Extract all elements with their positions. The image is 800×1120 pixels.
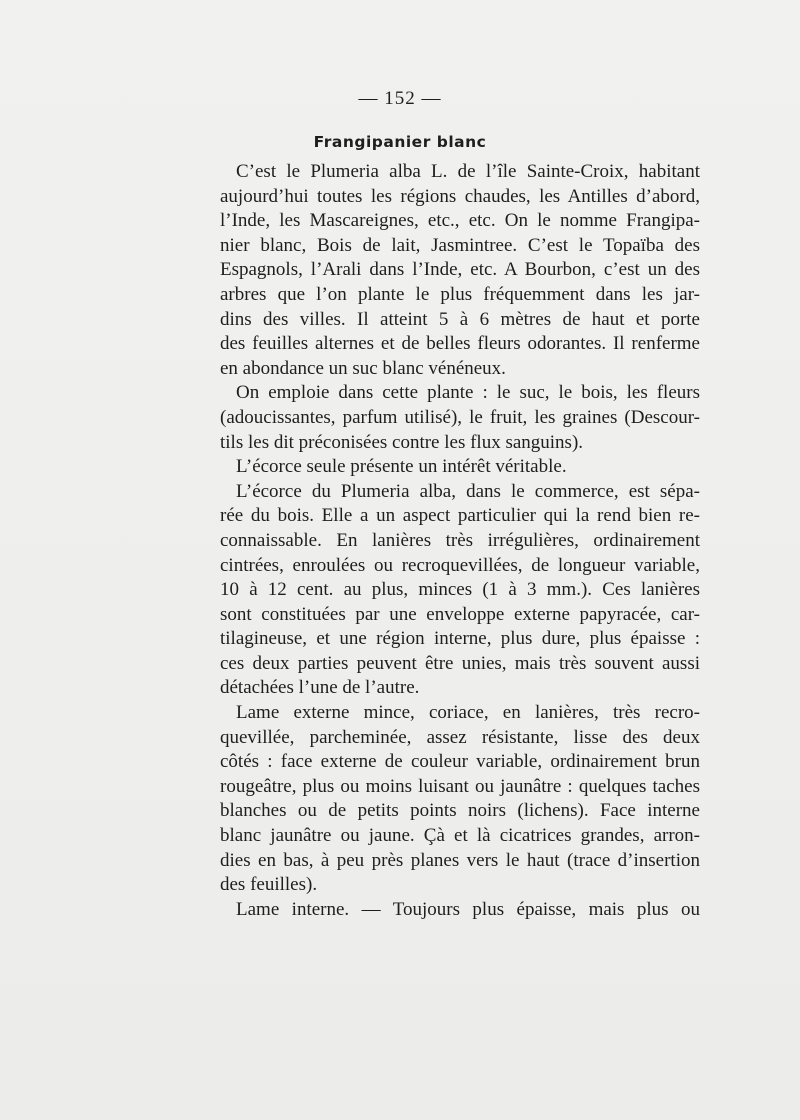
text-line: C’est le Plumeria alba L. de l’île Sainte-Croix, habitant [236,161,700,182]
text-line: blanc jaunâtre ou jaune. Çà et là cicatrices grandes, arron- [220,825,700,847]
text-line: nier blanc, Bois de lait, Jasmintree. C’est le Topaïba des [220,234,700,256]
text-line: rée du bois. Elle a un aspect particulier qui la rend bien re- [220,505,700,527]
text-line: Espagnols, l’Arali dans l’Inde, etc. A Bourbon, c’est un des [220,259,700,281]
text-line: On emploie dans cette plante : le suc, le bois, les fleurs [236,382,700,404]
page-number: — 152 — [358,88,442,109]
text-line: L’écorce du Plumeria alba, dans le commerce, est sépa- [236,480,700,502]
text-line: cintrées, enroulées ou recroquevillées, de longueur variable, [220,554,700,576]
text-line: l’Inde, les Mascareignes, etc., etc. On le nomme Frangipa- [220,210,700,232]
text-line: des feuilles alternes et de belles fleurs odorantes. Il renferme [220,333,700,355]
text-line: côtés : face externe de couleur variable, ordinairement brun [220,751,700,773]
text-line: quevillée, parcheminée, assez résistante, lisse des deux [220,726,700,748]
text-line: des feuilles). [220,874,318,896]
text-line: aujourd’hui toutes les régions chaudes, les Antilles d’abord, [220,185,700,207]
text-line: L’écorce seule présente un intérêt véritable. [236,456,567,478]
text-line: blanches ou de petits points noirs (lichens). Face interne [220,800,700,822]
text-line: rougeâtre, plus ou moins luisant ou jaunâtre : quelques taches [220,775,700,797]
text-line: sont constituées par une enveloppe externe papyracée, car- [220,603,700,625]
text-line: détachées l’une de l’autre. [220,677,420,699]
section-title: Frangipanier blanc [313,133,487,151]
text-line: (adoucissantes, parfum utilisé), le fruit, les graines (Descour- [220,406,700,428]
text-line: dins des villes. Il atteint 5 à 6 mètres de haut et porte [220,308,700,330]
text-line: Lame interne. — Toujours plus épaisse, mais plus ou [236,898,700,920]
text-line: Lame externe mince, coriace, en lanières, très recro- [236,702,700,724]
text-line: tilagineuse, et une région interne, plus dure, plus épaisse : [220,628,700,650]
text-line: dies en bas, à peu près planes vers le haut (trace d’insertion [220,849,700,871]
text-line: 10 à 12 cent. au plus, minces (1 à 3 mm.). Ces lanières [220,579,700,601]
text-line: ces deux parties peuvent être unies, mais très souvent aussi [220,652,700,674]
body-text [220,160,700,922]
text-line: en abondance un suc blanc vénéneux. [220,357,506,379]
text-line: connaissable. En lanières très irrégulières, ordinairement [220,529,700,551]
text-line: arbres que l’on plante le plus fréquemment dans les jar- [220,283,700,305]
text-line: tils les dit préconisées contre les flux sanguins). [220,431,584,453]
